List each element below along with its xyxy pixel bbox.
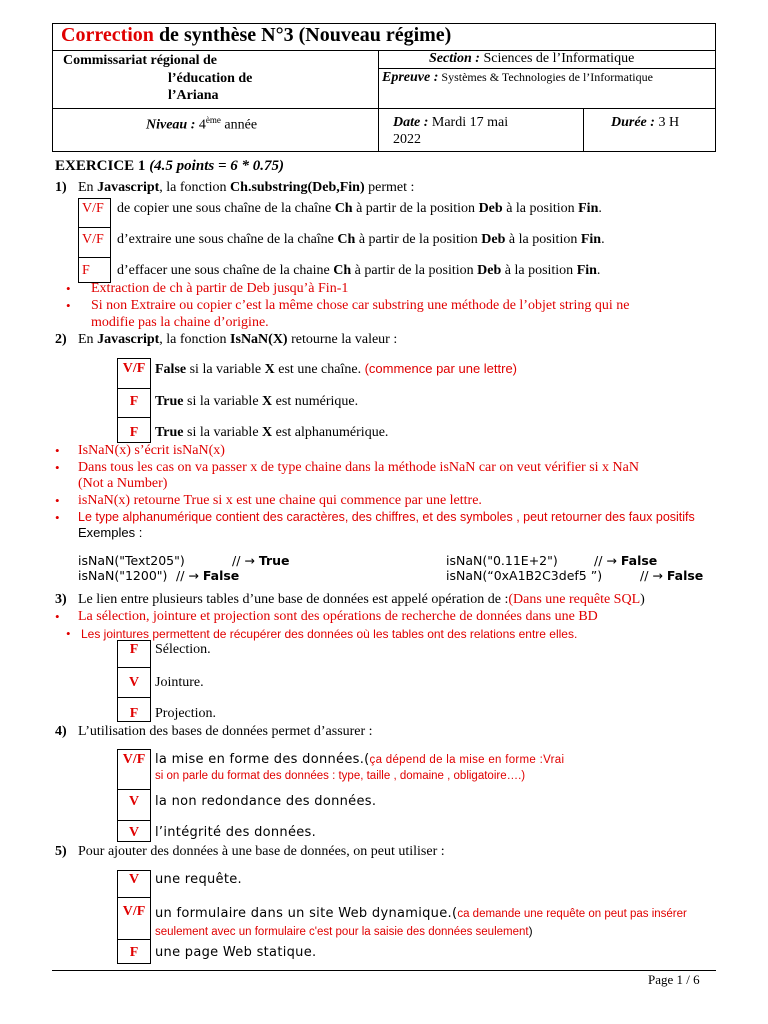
bullet-icon: • (66, 626, 71, 641)
exercise-name: EXERCICE 1 (55, 158, 146, 174)
answer-cell: F (82, 263, 90, 278)
text: de copier une sous chaîne de la chaîne (117, 201, 335, 216)
red-comment: ça dépend de la mise en forme :Vrai (369, 754, 565, 766)
date-label: Date : (393, 115, 429, 130)
note: Dans tous les cas on va passer x de type chaine dans la méthode isNaN car on veut vérifier si x NaN (78, 460, 639, 475)
text: retourne la valeur : (287, 332, 398, 347)
text: X (262, 425, 273, 440)
text: X (262, 394, 273, 409)
footer-rule (52, 970, 716, 971)
text: Javascript (97, 332, 160, 347)
text: False (155, 362, 187, 377)
epreuve-field (382, 70, 653, 86)
question-number: 1) (55, 180, 67, 195)
example-result (176, 568, 239, 583)
section-value: Sciences de l’Informatique (479, 51, 635, 66)
examples-label: Exemples : (78, 525, 143, 540)
section-label: Section : (429, 51, 480, 66)
text: si la variable (186, 362, 265, 377)
bullet-icon: • (66, 281, 71, 296)
niveau-value: 4 (195, 117, 206, 133)
example-result (594, 553, 657, 568)
text: est alphanumérique. (272, 425, 389, 440)
text: d’extraire une sous chaîne de la chaîne (117, 232, 338, 247)
red-comment: (Dans une requête SQL (508, 592, 641, 607)
note: Le type alphanumérique contient des caractères, des chiffres, et des symboles , peut retourner des faux positifs (78, 510, 695, 524)
duree-field (611, 115, 679, 131)
option-text (155, 922, 533, 940)
niveau-field (146, 115, 257, 134)
divider (117, 939, 151, 940)
text: Fin (580, 232, 602, 247)
text: à partir de la position (352, 201, 479, 216)
option-text: Sélection. (155, 642, 211, 657)
divider (117, 388, 151, 389)
divider (53, 108, 715, 109)
bullet-icon: • (55, 460, 60, 475)
note: Les jointures permettent de récupérer des données où les tables ont des relations entre elles. (81, 627, 578, 641)
text: permet : (364, 180, 415, 195)
text: Deb (477, 263, 502, 278)
text: Fin (578, 201, 599, 216)
option-text: la non redondance des données. (155, 794, 377, 809)
option-text: une requête. (155, 872, 242, 887)
text: Javascript (97, 180, 160, 195)
note: Extraction de ch à partir de Deb jusqu’à Fin-1 (91, 281, 349, 296)
duree-value: 3 H (654, 115, 680, 130)
org-line: Commissariat régional de (63, 53, 217, 68)
code: // → (232, 553, 259, 568)
text: . (598, 201, 602, 216)
answer-cell: F (129, 394, 139, 409)
answer-cell: V (128, 675, 140, 690)
option-text (117, 263, 600, 279)
date-value: Mardi 17 mai (428, 115, 509, 130)
option-text (155, 425, 388, 441)
answer-cell: V/F (122, 752, 146, 767)
code: isNaN("Text205") (78, 553, 185, 568)
bullet-icon: • (55, 609, 60, 624)
date-year: 2022 (393, 132, 421, 147)
bullet-icon: • (66, 298, 71, 313)
text: ) (528, 924, 533, 938)
code: isNaN("0.11E+2") (446, 553, 558, 568)
question-text (78, 332, 397, 348)
divider (78, 257, 111, 258)
code: False (202, 568, 240, 583)
code: False (620, 553, 658, 568)
question-text (78, 592, 645, 608)
bullet-icon: • (55, 510, 60, 525)
answer-cell: V/F (122, 361, 146, 376)
text: à partir de la position (351, 263, 478, 278)
text: à partir de la position (355, 232, 482, 247)
red-comment: seulement avec un formulaire c'est pour la saisie des données seulement (155, 926, 529, 938)
note: Si non Extraire ou copier c’est la même chose car substring une méthode de l’objet string qui ne (91, 298, 630, 313)
code: True (258, 553, 290, 568)
page-title (61, 24, 451, 47)
title-rest: de synthèse N°3 (Nouveau régime) (153, 24, 452, 46)
red-comment: (commence par une lettre) (364, 361, 518, 376)
divider (583, 108, 584, 151)
answer-cell: V (128, 872, 140, 887)
text: Fin (576, 263, 597, 278)
text: En (78, 332, 98, 347)
red-comment: si on parle du format des données : type, taille , domaine , obligatoire….) (155, 770, 526, 782)
text: Ch.substring(Deb,Fin) (230, 180, 365, 195)
text: , la fonction (159, 332, 231, 347)
text: est numérique. (272, 394, 359, 409)
option-text (155, 361, 517, 378)
text: la mise en forme des données.( (155, 752, 370, 767)
option-text (117, 232, 605, 248)
answer-cell: V (128, 794, 140, 809)
divider (378, 50, 379, 151)
example-result (232, 553, 290, 568)
niveau-sup: ème (205, 115, 221, 125)
code: isNaN(“0xA1B2C3def5 ”) (446, 568, 603, 583)
option-text (155, 904, 687, 922)
bullet-icon: • (55, 443, 60, 458)
text: True (155, 394, 184, 409)
question-text: L’utilisation des bases de données permet d’assurer : (78, 724, 373, 739)
question-number: 4) (55, 724, 67, 739)
exercise-points: (4.5 points = 6 * 0.75) (149, 158, 284, 174)
text: Ch (337, 232, 356, 247)
question-number: 3) (55, 592, 67, 607)
text: Ch (334, 201, 353, 216)
code: // → (640, 568, 667, 583)
divider (117, 697, 151, 698)
page-number: Page 1 / 6 (648, 972, 700, 987)
divider (117, 667, 151, 668)
example-result (640, 568, 703, 583)
example-code (446, 553, 558, 568)
text: IsNaN(X) (230, 332, 288, 347)
option-text (155, 752, 564, 768)
text: à la position (502, 201, 579, 216)
answer-cell: F (129, 642, 139, 657)
text: est une chaîne. (274, 362, 365, 377)
date-field (393, 115, 508, 131)
text: Le lien entre plusieurs tables d’une base de données est appelé opération de : (78, 592, 509, 607)
niveau-rest: année (220, 117, 258, 133)
niveau-label: Niveau : (146, 117, 196, 133)
code: isNaN("1200") (78, 568, 168, 583)
text: Ch (333, 263, 352, 278)
text: En (78, 180, 98, 195)
question-number: 2) (55, 332, 67, 347)
duree-label: Durée : (611, 115, 655, 130)
text: à la position (505, 232, 581, 247)
text: si la variable (183, 394, 263, 409)
text: Deb (478, 201, 503, 216)
divider (117, 897, 151, 898)
option-text: Projection. (155, 706, 217, 721)
text: X (264, 362, 275, 377)
answer-cell: V (128, 825, 140, 840)
divider (117, 417, 151, 418)
option-text: l’intégrité des données. (155, 825, 317, 840)
answer-cell: V/F (82, 201, 104, 216)
text: ) (640, 592, 645, 607)
text: un formulaire dans un site Web dynamique.( (155, 906, 458, 921)
bullet-icon: • (55, 493, 60, 508)
exercise-title (55, 158, 284, 175)
text: à la position (501, 263, 577, 278)
text: . (601, 232, 605, 247)
note: isNaN(x) retourne True si x est une chaine qui commence par une lettre. (78, 493, 482, 508)
answer-cell: F (129, 425, 139, 440)
note: La sélection, jointure et projection sont des opérations de recherche de données dans une BD (78, 609, 598, 624)
answer-cell: V/F (82, 232, 104, 247)
text: . (596, 263, 601, 278)
option-text: Jointure. (155, 675, 204, 690)
epreuve-label: Epreuve : (382, 70, 439, 85)
example-code (78, 553, 185, 568)
text: si la variable (183, 425, 263, 440)
option-text: une page Web statique. (155, 945, 317, 960)
text: Deb (481, 232, 506, 247)
section-field (429, 51, 634, 67)
org-line: l’Ariana (168, 88, 219, 103)
option-text (155, 394, 358, 410)
answer-cell: F (129, 706, 139, 721)
note: (Not a Number) (78, 476, 168, 491)
org-line: l’éducation de (168, 71, 253, 86)
text: , la fonction (159, 180, 231, 195)
code: // → (594, 553, 621, 568)
question-text (78, 180, 414, 196)
answer-cell: V/F (122, 904, 146, 919)
answer-cell: F (129, 945, 139, 960)
divider (117, 820, 151, 821)
question-text: Pour ajouter des données à une base de données, on peut utiliser : (78, 844, 445, 859)
title-red: Correction (61, 24, 154, 46)
note: IsNaN(x) s’écrit isNaN(x) (78, 443, 225, 458)
divider (78, 227, 111, 228)
note: modifie pas la chaine d’origine. (91, 315, 269, 330)
example-code (78, 568, 167, 583)
question-number: 5) (55, 844, 67, 859)
example-code (446, 568, 602, 583)
text: True (155, 425, 184, 440)
divider (117, 789, 151, 790)
text: d’effacer une sous chaîne de la chaine (117, 263, 334, 278)
code: False (666, 568, 704, 583)
red-comment: ca demande une requête on peut pas insérer (457, 908, 687, 920)
option-text (117, 201, 602, 217)
epreuve-value: Systèmes & Technologies de l’Informatique (438, 70, 653, 84)
code: // → (176, 568, 203, 583)
